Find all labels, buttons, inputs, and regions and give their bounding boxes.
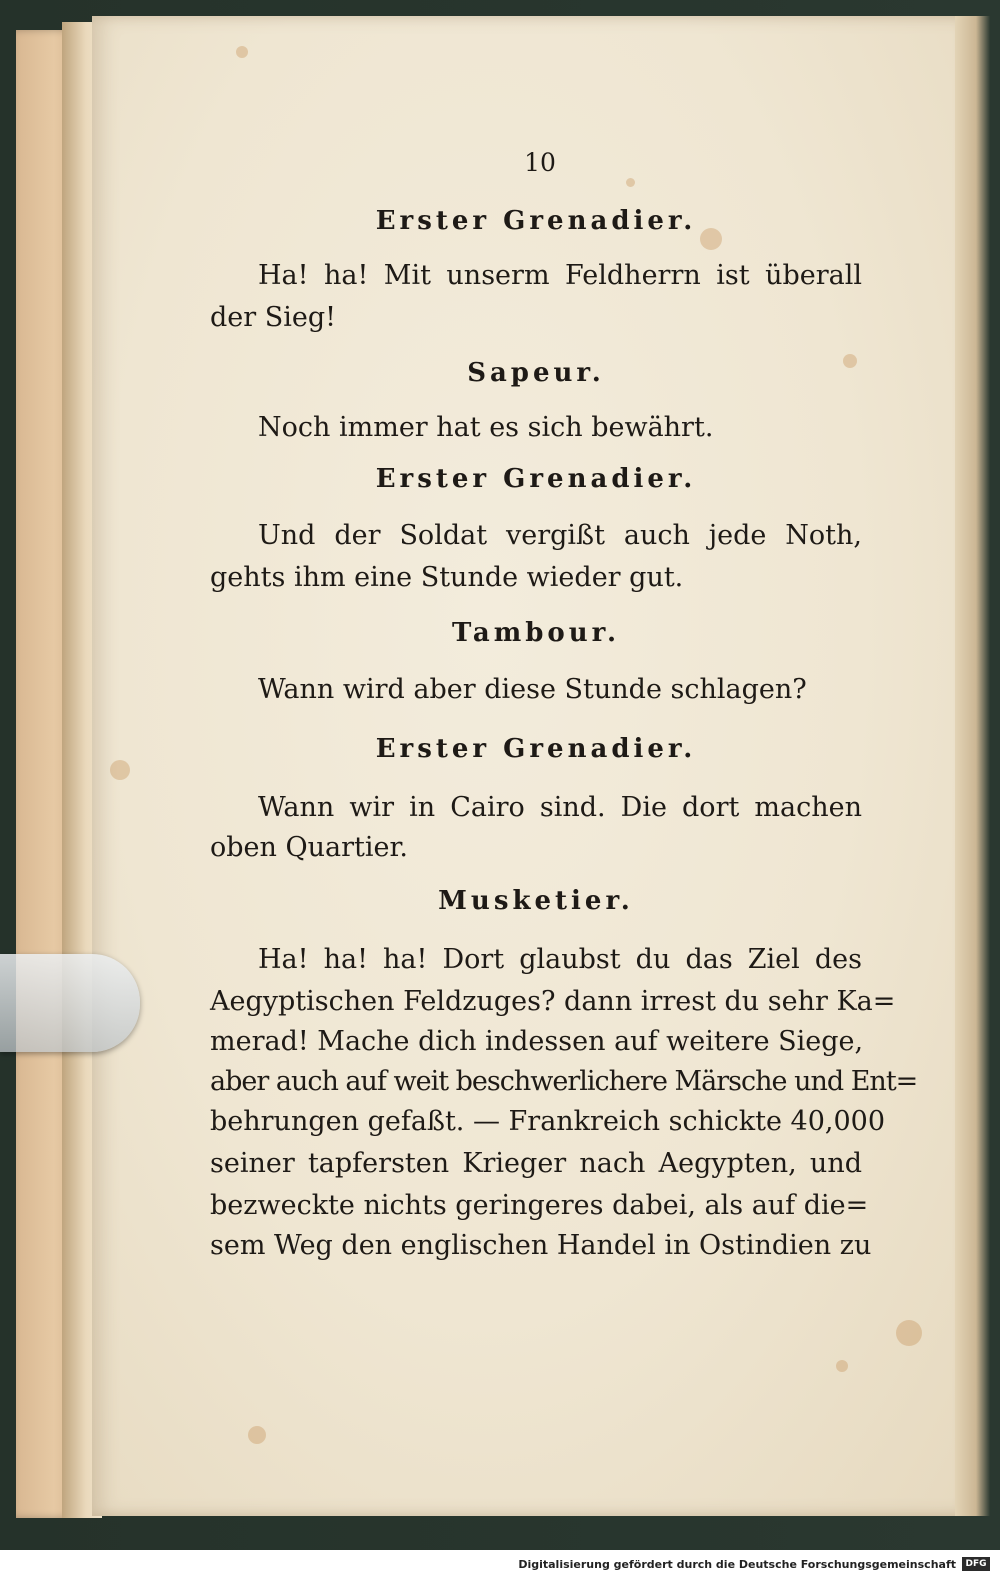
dialogue-line: Wann wird aber diese Stunde schlagen? bbox=[258, 674, 807, 705]
dialogue-line: Noch immer hat es sich bewährt. bbox=[258, 412, 714, 443]
dialogue-line: gehts ihm eine Stunde wieder gut. bbox=[210, 562, 684, 593]
funding-credit: Digitalisierung gefördert durch die Deutsche Forschungsgemeinschaft bbox=[518, 1558, 956, 1571]
page-gutter bbox=[955, 16, 990, 1516]
speaker-name: Tambour. bbox=[451, 618, 620, 648]
speaker-name: Erster Grenadier. bbox=[375, 734, 697, 764]
foxing-spot bbox=[626, 178, 635, 187]
dialogue-line: Wann wir in Cairo sind. Die dort machen bbox=[258, 792, 862, 823]
dialogue-line: bezweckte nichts geringeres dabei, als auf die= bbox=[210, 1190, 869, 1221]
foxing-spot bbox=[110, 760, 130, 780]
dialogue-line: oben Quartier. bbox=[210, 832, 409, 863]
dfg-logo: DFG bbox=[962, 1557, 990, 1571]
dialogue-line: der Sieg! bbox=[210, 302, 336, 333]
dialogue-line: sem Weg den englischen Handel in Ostindien zu bbox=[210, 1230, 872, 1261]
foxing-spot bbox=[836, 1360, 848, 1372]
speaker-name: Musketier. bbox=[438, 886, 634, 916]
dialogue-line: Und der Soldat vergißt auch jede Noth, bbox=[258, 520, 862, 551]
speaker-name: Erster Grenadier. bbox=[375, 206, 697, 236]
book-page bbox=[92, 16, 968, 1516]
footer-bar bbox=[0, 1550, 1000, 1584]
foxing-spot bbox=[896, 1320, 922, 1346]
foxing-spot bbox=[236, 46, 248, 58]
dialogue-line: behrungen gefaßt. — Frankreich schickte 40,000 bbox=[210, 1106, 886, 1137]
dialogue-line: aber auch auf weit beschwerlichere Märsche und Ent= bbox=[210, 1066, 918, 1097]
page-number: 10 bbox=[524, 148, 556, 177]
dialogue-line: Ha! ha! ha! Dort glaubst du das Ziel des bbox=[258, 944, 862, 975]
dialogue-line: Ha! ha! Mit unserm Feldherrn ist überall bbox=[258, 260, 862, 291]
plastic-page-clip bbox=[0, 954, 140, 1052]
dialogue-line: seiner tapfersten Krieger nach Aegypten, und bbox=[210, 1148, 862, 1179]
foxing-spot bbox=[248, 1426, 266, 1444]
speaker-name: Erster Grenadier. bbox=[375, 464, 697, 494]
speaker-name: Sapeur. bbox=[467, 358, 605, 388]
dialogue-line: Aegyptischen Feldzuges? dann irrest du sehr Ka= bbox=[210, 986, 896, 1017]
dialogue-line: merad! Mache dich indessen auf weitere Siege, bbox=[210, 1026, 864, 1057]
